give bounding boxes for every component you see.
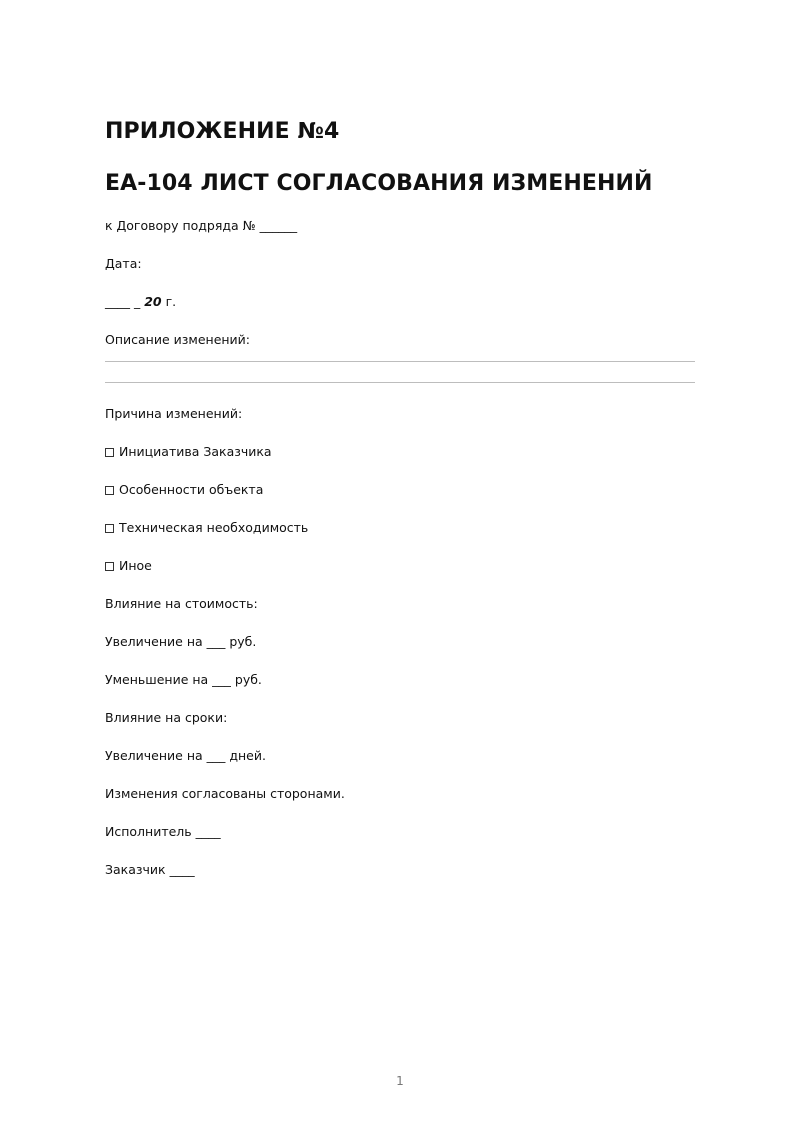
reason-option-label: Особенности объекта [119, 482, 264, 497]
time-increase-line: Увеличение на ___ дней. [105, 748, 266, 763]
time-impact-label: Влияние на сроки: [105, 710, 228, 725]
contractor-signature: Исполнитель ____ [105, 824, 221, 839]
description-label: Описание изменений: [105, 332, 251, 347]
contract-reference: к Договору подряда № ______ [105, 218, 298, 233]
reason-option-label: Иное [119, 558, 152, 573]
agreement-statement: Изменения согласованы сторонами. [105, 786, 345, 801]
appendix-heading: ПРИЛОЖЕНИЕ №4 [105, 119, 340, 144]
checkbox-icon[interactable] [105, 486, 114, 495]
reason-option-other[interactable] [105, 558, 695, 574]
reason-option-customer[interactable] [105, 444, 695, 460]
description-line-1 [105, 361, 695, 362]
description-line-2 [105, 382, 695, 383]
date-line [105, 294, 695, 310]
customer-signature: Заказчик ____ [105, 862, 195, 877]
page-number: 1 [396, 1074, 404, 1088]
checkbox-icon[interactable] [105, 524, 114, 533]
date-suffix: г. [161, 294, 177, 309]
document-title: ЕА-104 ЛИСТ СОГЛАСОВАНИЯ ИЗМЕНЕНИЙ [105, 171, 653, 196]
reason-option-site[interactable] [105, 482, 695, 498]
date-label: Дата: [105, 256, 142, 271]
reason-option-label: Инициатива Заказчика [119, 444, 272, 459]
cost-increase-line: Увеличение на ___ руб. [105, 634, 257, 649]
cost-impact-label: Влияние на стоимость: [105, 596, 258, 611]
cost-decrease-line: Уменьшение на ___ руб. [105, 672, 262, 687]
reason-option-label: Техническая необходимость [119, 520, 309, 535]
checkbox-icon[interactable] [105, 448, 114, 457]
date-year: 20 [144, 294, 162, 309]
checkbox-icon[interactable] [105, 562, 114, 571]
reason-option-technical[interactable] [105, 520, 695, 536]
reason-label: Причина изменений: [105, 406, 243, 421]
date-blank: ____ _ [105, 294, 145, 309]
document-content [105, 112, 695, 878]
